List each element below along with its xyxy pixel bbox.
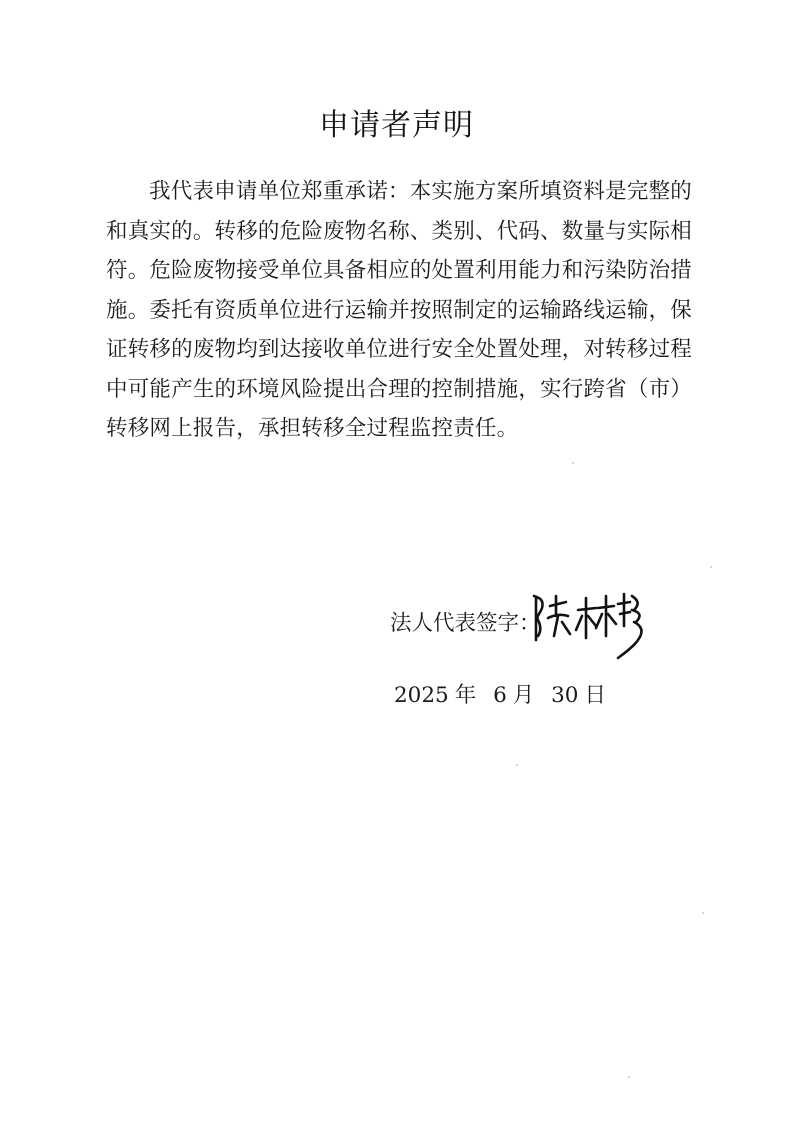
date-day: 30 — [551, 683, 579, 708]
date-month: 6 — [493, 683, 507, 708]
scan-speck — [628, 1076, 630, 1078]
scan-speck — [710, 566, 712, 568]
scan-speck — [516, 764, 518, 766]
signature-block — [390, 586, 690, 666]
date-year: 2025 — [394, 683, 449, 708]
signature-date — [394, 678, 612, 709]
handwritten-signature — [526, 586, 654, 666]
document-title: 申请者声明 — [319, 108, 474, 143]
signature-label: 法人代表签字： — [390, 611, 541, 636]
scan-speck — [702, 912, 704, 914]
date-month-unit: 月 — [512, 683, 535, 708]
date-year-unit: 年 — [454, 683, 477, 708]
date-day-unit: 日 — [584, 683, 606, 708]
scan-speck — [572, 462, 574, 464]
declaration-body: 我代表申请单位郑重承诺：本实施方案所填资料是完整的和真实的。转移的危险废物名称、类别、代码、数量与实际相符。危险废物接受单位具备相应的处置利用能力和污染防治措施。委托有资质单位进行运输并按照制定的运输路线运输，保证转移的废物均到达接收单位进行安全处置处理，对转移过程中可能产生的环境风险提出合理的控制措施，实行跨省（市）转移网上报告，承担转移全过程监控责任。 — [106, 179, 692, 441]
